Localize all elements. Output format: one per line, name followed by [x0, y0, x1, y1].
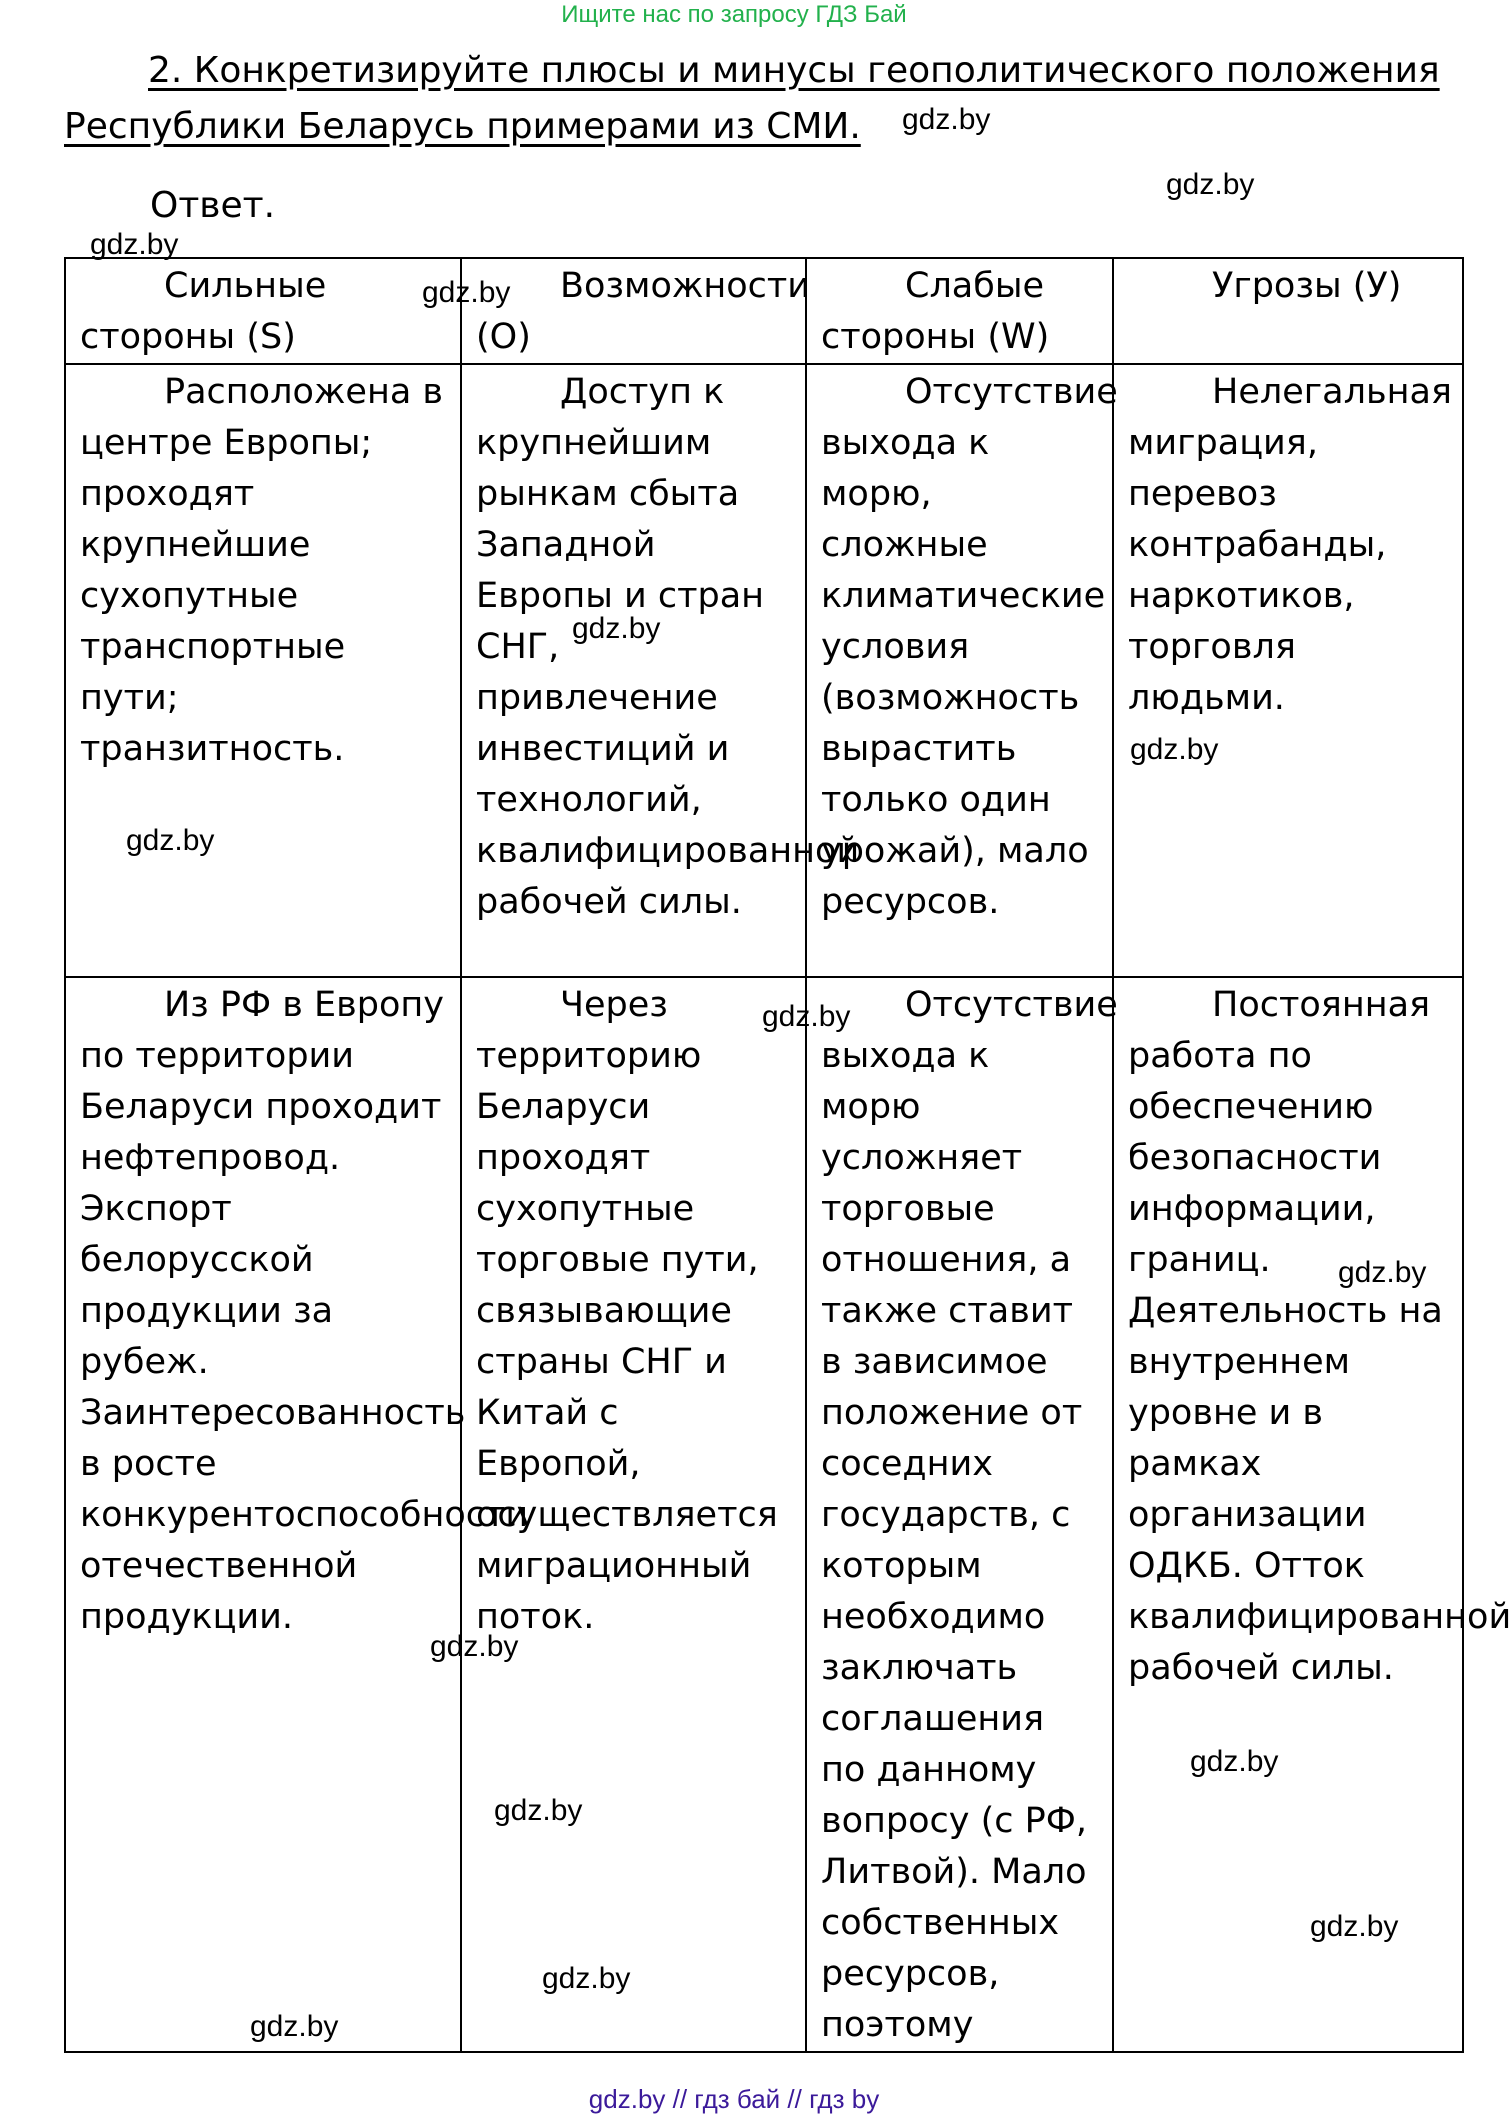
answer-label: Ответ.: [150, 185, 276, 226]
header-opportunities: Возможности (O): [461, 258, 806, 364]
task-title-line-1: 2. Конкретизируйте плюсы и минусы геополитического положения: [148, 50, 1440, 91]
watermark-text: gdz.by: [430, 1630, 519, 1663]
table-row: [65, 977, 1463, 2052]
footer-links[interactable]: gdz.by // гдз бай // гдз by: [588, 2084, 880, 2114]
watermark-text: gdz.by: [250, 2010, 339, 2043]
top-banner-link[interactable]: Ищите нас по запросу ГДЗ Бай: [561, 1, 907, 28]
watermark-text: gdz.by: [1310, 1910, 1399, 1943]
cell-opportunities: Доступ к крупнейшим рынкам сбыта Западной Европы и стран СНГ, привлечение инвестиций и технологий, квалифицированной рабочей силы.: [461, 364, 806, 977]
cell-weaknesses: Отсутствие выхода к морю, сложные климатические условия (возможность вырастить только один урожай), мало ресурсов.: [806, 364, 1113, 977]
watermark-text: gdz.by: [1338, 1256, 1427, 1289]
swot-table: [64, 257, 1511, 2053]
task-title-line-2: Республики Беларусь примерами из СМИ.: [64, 106, 861, 147]
watermark-text: gdz.by: [494, 1794, 583, 1827]
watermark-text: gdz.by: [1130, 733, 1219, 766]
watermark-text: gdz.by: [126, 824, 215, 857]
header-threats: Угрозы (У): [1113, 258, 1463, 364]
watermark-text: gdz.by: [572, 612, 661, 645]
watermark-text: gdz.by: [762, 1000, 851, 1033]
cell-opportunities: Через территорию Беларуси проходят сухопутные торговые пути, связывающие страны СНГ и Китай с Европой, осуществляется миграционный поток.: [461, 977, 806, 2052]
header-weaknesses: Слабые стороны (W): [806, 258, 1113, 364]
cell-strengths: Расположена в центре Европы; проходят крупнейшие сухопутные транспортные пути; транзитность.: [65, 364, 461, 977]
header-strengths: Сильные стороны (S): [65, 258, 461, 364]
watermark-text: gdz.by: [902, 103, 991, 136]
watermark-text: gdz.by: [1166, 168, 1255, 201]
cell-threats: Постоянная работа по обеспечению безопасности информации, границ. Деятельность на внутреннем уровне и в рамках организации ОДКБ. Отток квалифицированной рабочей силы.: [1113, 977, 1463, 2052]
watermark-text: gdz.by: [1190, 1745, 1279, 1778]
watermark-text: gdz.by: [422, 276, 511, 309]
cell-strengths: Из РФ в Европу по территории Беларуси проходит нефтепровод. Экспорт белорусской продукции за рубеж. Заинтересованность в росте конкурентоспособности отечественной продукции.: [65, 977, 461, 2052]
cell-weaknesses: Отсутствие выхода к морю усложняет торговые отношения, а также ставит в зависимое положение от соседних государств, с которым необходимо заключать соглашения по данному вопросу (с РФ, Литвой). Мало собственных ресурсов, поэтому: [806, 977, 1113, 2052]
cell-threats: Нелегальная миграция, перевоз контрабанды, наркотиков, торговля людьми.: [1113, 364, 1463, 977]
watermark-text: gdz.by: [90, 228, 179, 261]
watermark-text: gdz.by: [542, 1962, 631, 1995]
table-header-row: [65, 258, 1463, 364]
table-row: [65, 364, 1463, 977]
